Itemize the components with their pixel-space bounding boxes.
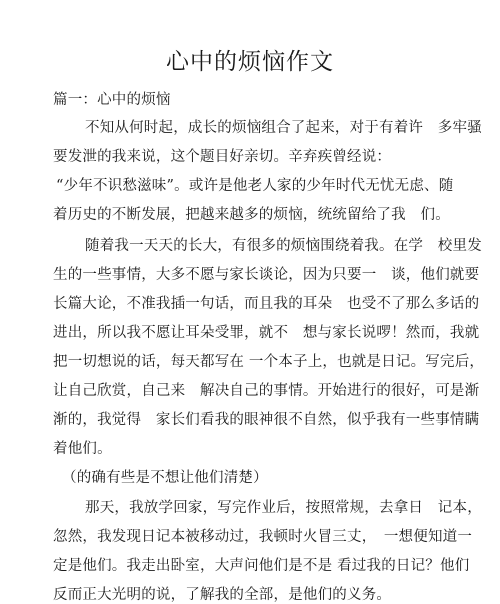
paragraph-line: 着历史的不断发展，把越来越多的烦恼，统统留给了我 们。: [53, 207, 450, 223]
paragraph-line: 进出，所以我不愿让耳朵受罪，就不 想与家长说啰！然而，我就: [53, 325, 480, 341]
paragraph-line: 那天，我放学回家，写完作业后，按照常规，去拿日 记本，: [85, 500, 482, 516]
paragraph-line: 要发泄的我来说，这个题目好亲切。辛弃疾曾经说：: [53, 149, 392, 165]
paragraph-line: 把一切想说的话，每天都写在 一个本子上，也就是日记。写完后，: [53, 354, 485, 370]
paragraph-line: “少年不识愁滋味”。或许是他老人家的少年时代无忧无虑、随: [56, 178, 454, 194]
paragraph-line: 让自己欣赏，自己来 解决自己的事情。开始进行的很好，可是渐: [53, 383, 480, 399]
paragraph-line: 不知从何时起，成长的烦恼组合了起来，对于有着许 多牢骚: [85, 120, 482, 136]
paragraph-line: 渐的，我觉得 家长们看我的眼神很不自然，似乎我有一些事情瞒: [53, 412, 480, 428]
paragraph-line: 随着我一天天的长大，有很多的烦恼围绕着我。在学 校里发: [85, 238, 482, 254]
section-heading: 篇一：心中的烦恼: [53, 92, 171, 108]
paragraph-line: 生的一些事情，大多不愿与家长谈论，因为只要一 谈，他们就要: [53, 267, 480, 283]
paragraph-line: 着他们。: [53, 441, 112, 457]
document-title: 心中的烦恼作文: [166, 49, 334, 75]
paragraph-line: 反而正大光明的说，了解我的全部，是他们的义务。: [53, 587, 392, 603]
paragraph-line: 忽然，我发现日记本被移动过，我顿时火冒三丈， 一想便知道一: [53, 529, 473, 545]
paragraph-line: （的确有些是不想让他们清楚）: [62, 470, 268, 486]
paragraph-line: 长篇大论，不准我插一句话，而且我的耳朵 也受不了那么多话的: [53, 296, 480, 312]
paragraph-line: 定是他们。我走出卧室，大声问他们是不是 看过我的日记？他们: [53, 558, 470, 574]
